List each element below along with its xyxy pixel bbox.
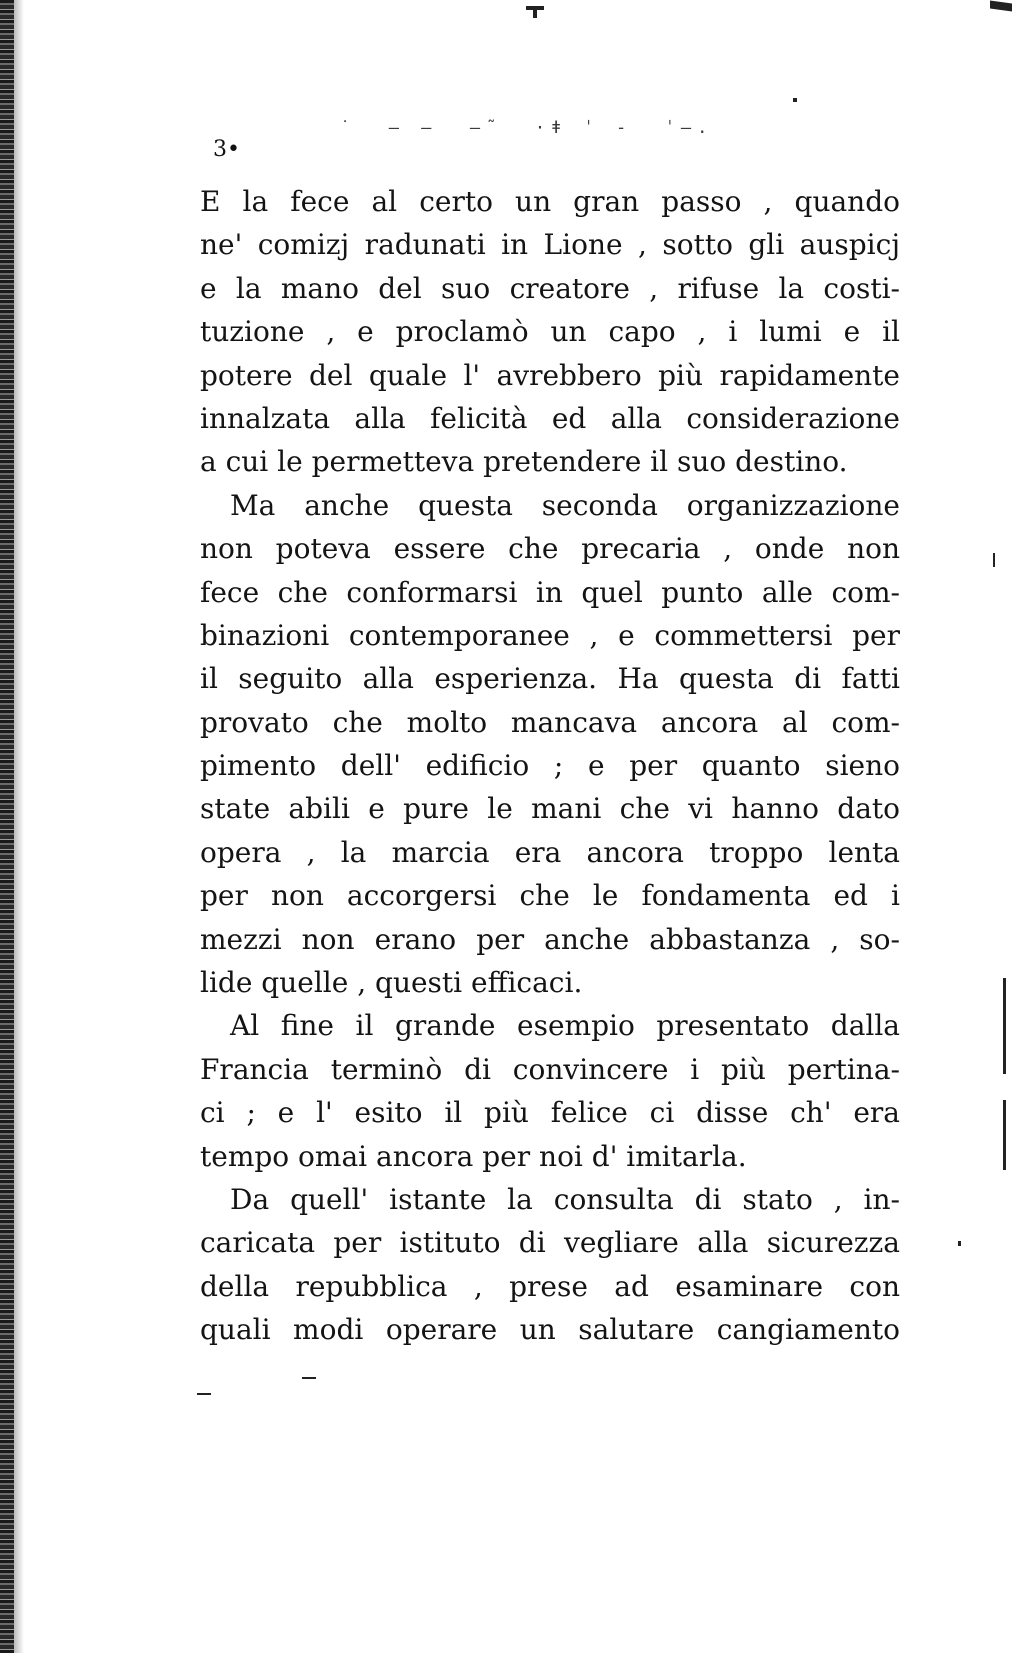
body-text: [200, 180, 900, 1352]
text-line: Francia terminò di convincere i più pertina-: [200, 1052, 900, 1086]
text-line: della repubblica , prese ad esaminare con: [200, 1269, 900, 1303]
text-line: per non accorgersi che le fondamenta ed i: [200, 879, 900, 913]
scan-artifact-dot: [793, 98, 797, 102]
text-line: ne' comizj radunati in Lione , sotto gli auspicj: [200, 228, 900, 262]
page-number: 3•: [213, 137, 240, 162]
text-line: ci ; e l' esito il più felice ci disse ch' era: [200, 1096, 900, 1130]
text-line: potere del quale l' avrebbero più rapidamente: [200, 358, 900, 392]
scan-artifact-dash: [197, 1393, 211, 1395]
text-line: caricata per istituto di vegliare alla sicurezza: [200, 1226, 900, 1260]
scan-artifact-top-stem: [533, 6, 537, 18]
paragraph-start-line: Da quell' istante la consulta di stato , in-: [230, 1182, 900, 1216]
text-line: E la fece al certo un gran passo , quando: [200, 185, 900, 218]
text-line: state abili e pure le mani che vi hanno dato: [200, 792, 900, 826]
running-head-marks: ˙ – – —˜ ·ǂ ˈ ‐ ˈ–.: [340, 118, 714, 138]
scan-artifact-rule: [1003, 1100, 1006, 1170]
text-line: mezzi non erano per anche abbastanza , so-: [200, 922, 900, 956]
text-line: opera , la marcia era ancora troppo lenta: [200, 835, 900, 869]
text-line: tempo omai ancora per noi d' imitarla.: [200, 1139, 747, 1173]
text-line: pimento dell' edificio ; e per quanto sieno: [200, 749, 900, 783]
paragraph-start-line: Al fine il grande esempio presentato dalla: [230, 1009, 900, 1043]
text-line: il seguito alla esperienza. Ha questa di fatti: [200, 662, 900, 696]
scan-artifact-corner: [990, 0, 1012, 11]
text-line: lide quelle , questi efficaci.: [200, 966, 583, 1000]
text-line: fece che conformarsi in quel punto alle com-: [200, 575, 900, 609]
text-line: provato che molto mancava ancora al com-: [200, 705, 900, 739]
scan-artifact-tick: [993, 553, 995, 567]
text-line: a cui le permetteva pretendere il suo destino.: [200, 445, 848, 479]
text-line: non poteva essere che precaria , onde non: [200, 532, 900, 566]
text-line: tuzione , e proclamò un capo , i lumi e il: [200, 315, 900, 349]
scan-artifact-dash: [302, 1377, 316, 1379]
paragraph-start-line: Ma anche questa seconda organizzazione: [230, 488, 900, 522]
scan-gutter-edge: [0, 0, 14, 1653]
text-line: quali modi operare un salutare cangiamento: [200, 1313, 900, 1347]
scan-artifact-rule: [1003, 978, 1006, 1074]
scan-artifact-tick: [958, 1241, 961, 1246]
text-line: e la mano del suo creatore , rifuse la costi-: [200, 271, 900, 305]
scan-gutter-shadow: [14, 0, 24, 1653]
text-line: binazioni contemporanee , e commettersi per: [200, 618, 900, 652]
text-line: innalzata alla felicità ed alla considerazione: [200, 401, 900, 435]
